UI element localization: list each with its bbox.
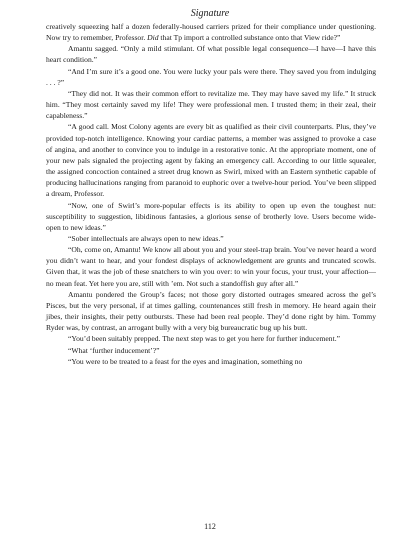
paragraph: “Oh, come on, Amantu! We know all about you and your steel-trap brain. You’ve never heard a word you didn’t want to hear, and your fondest displays of acknowledgement are grunts and truncated scowls. Given that, it was the job of these snatchers to win you over: to win your focus, your trust, your affection—no mean feat. Yet here you are, still with ’em. Not such a standoffish guy after all.” bbox=[46, 245, 376, 288]
page-number: 112 bbox=[204, 522, 216, 531]
paragraph: “You were to be treated to a feast for the eyes and imagination, something no bbox=[68, 356, 303, 366]
paragraph: creatively squeezing half a dozen federally-housed carriers prized for their compliance under questioning. Now try to remember, Professor. Did that Tp import a controlled substance onto that View ride?” bbox=[46, 22, 376, 43]
paragraph: “Sober intellectuals are always open to new ideas.” bbox=[68, 233, 224, 243]
running-head: Signature bbox=[190, 8, 230, 19]
paragraph: “You’d been suitably prepped. The next step was to get you here for further inducement.” bbox=[68, 334, 340, 344]
body-text bbox=[46, 21, 376, 367]
paragraph: “They did not. It was their common effort to revitalize me. They may have saved my life.” It struck him. “They most certainly saved my life! They were professional men. I trusted them; in their zeal, their capableness.” bbox=[46, 88, 376, 121]
paragraph: “What ‘further inducement’?” bbox=[68, 345, 160, 355]
paragraph: Amantu sagged. “Only a mild stimulant. Of what possible legal consequence—I have—I have this heart condition.” bbox=[46, 44, 376, 65]
emphasis: Did bbox=[147, 33, 159, 43]
paragraph: “A good call. Most Colony agents are every bit as qualified as their civil counterparts. Plus, they’ve provided top-notch intelligence. Knowing your cardiac patterns, a member was assigned to provoke a case of angina, and another to convince you to indulge in a restorative tonic. At the appropriate moment, one of your new pals signaled the projecting agent by faking an emergency call. According to our little squealer, the assigned concoction contained a street drug known as Swirl, mixed with an Eastern synthetic capable of producing hallucinations ranging from paranoid to euphoric over a twelve-hour period. You’ve been slipped a dream, Professor. bbox=[46, 122, 376, 199]
paragraph: “Now, one of Swirl’s more-popular effects is its ability to open up even the toughest nut: susceptibility to suggestion, libidinous fantasies, a glorious sense of brotherly love. Users become wide-open to new ideas.” bbox=[46, 200, 376, 232]
paragraph: Amantu pondered the Group’s faces; not those gory distorted outrages smeared across the gel’s Pisces, but the very personal, if at times galling, countenances still fresh in memory. He heard again their jibes, their insights, their petty outbursts. These had been real people. They’d done right by him. Tommy Ryder was, by contrast, an arrogant bully with a very big bureaucratic bug up his butt. bbox=[46, 289, 376, 333]
paragraph: “And I’m sure it’s a good one. You were lucky your pals were there. They saved you from indulging . . . ?” bbox=[46, 66, 376, 87]
